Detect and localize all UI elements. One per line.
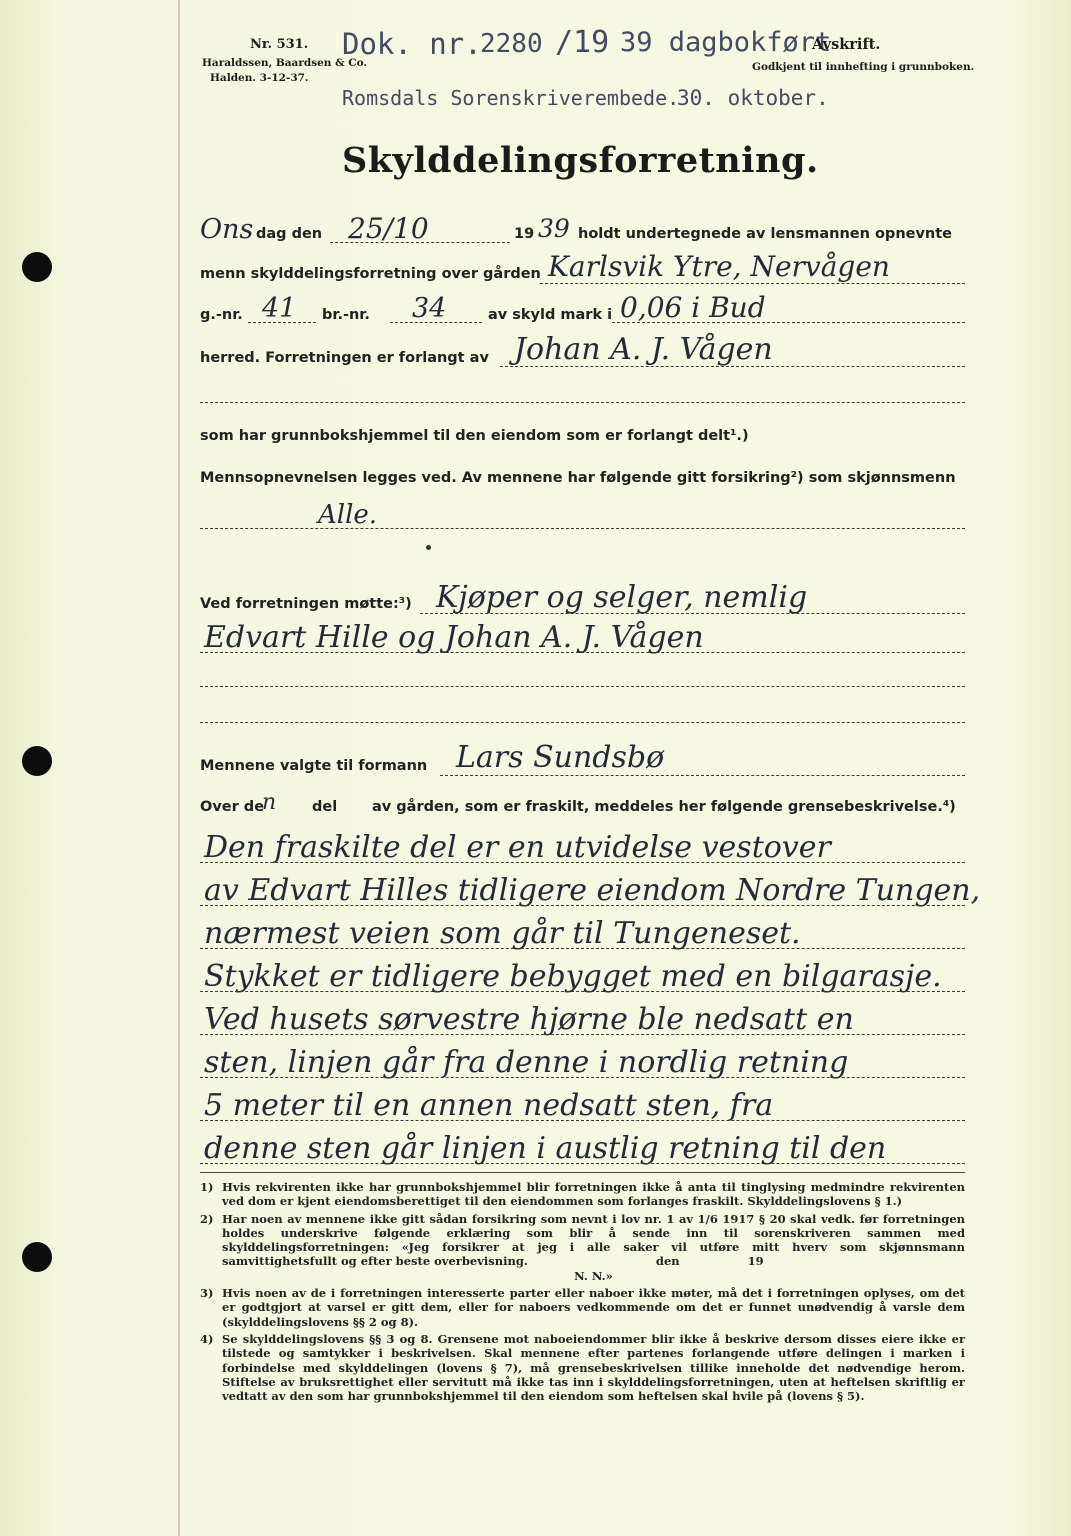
brnr-line [390, 322, 482, 323]
description-rule [200, 862, 965, 863]
skyld-line [612, 322, 965, 323]
forsikring-line [200, 528, 965, 529]
description-line: sten, linjen går fra denne i nordlig retning [204, 1045, 849, 1080]
description-rule [200, 1077, 965, 1078]
form-title: Skylddelingsforretning. [342, 140, 819, 181]
description-line: Ved husets sørvestre hjørne ble nedsatt en [204, 1002, 854, 1037]
mote-line-3 [200, 686, 965, 687]
printer-line-2: Halden. 3-12-37. [210, 72, 309, 84]
year-prefix: 19 [514, 226, 535, 242]
mote-line-2 [200, 652, 965, 653]
gnr-label: g.-nr. [200, 307, 243, 323]
description-rule [200, 991, 965, 992]
printer-line-1: Haraldssen, Baardsen & Co. [202, 57, 368, 69]
blank-line-1 [200, 402, 965, 403]
skyld-label: av skyld mark i [488, 307, 613, 323]
description-rule [200, 1163, 965, 1164]
footnote-text: Se skylddelingslovens §§ 3 og 8. Grensene mot naboeiendommer blir ikke å beskrive dersom disses eiere ikke er tilstede og samtykker i beskrivelsen. Skal mennene efter partenes forlangende utføre delingen i marken i forbindelse med skylddelingen (lovens § 7), må grensebeskrivelsen tillike inneholde det nødvendige herom. Stiftelse av bruksrettighet eller servitutt må ikke tas inn i skylddelingsforretningen, uten at heftelsen skriftlig er vedtatt av den som har grunnbokshjemmel til den eiendom som heftelsen skal hvile på (lovens § 5). [222, 1331, 965, 1404]
requester-hand: Johan A. J. Vågen [514, 332, 773, 367]
farm-line [540, 283, 965, 284]
mote-hand-1: Kjøper og selger, nemlig [436, 580, 808, 615]
description-line: Den fraskilte del er en utvidelse vestover [204, 830, 831, 865]
description-rule [200, 1034, 965, 1035]
forsikring-hand: Alle. [318, 500, 378, 530]
mennsop-text: Mennsopnevnelsen legges ved. Av mennene har følgende gitt forsikring²) som skjønnsmenn [200, 470, 956, 486]
description-rule [200, 905, 965, 906]
stamp-doc-label: Dok. nr. [342, 27, 482, 61]
approved-text: Godkjent til innhefting i grunnboken. [752, 61, 975, 73]
punch-hole-bottom [22, 1242, 52, 1272]
footnote-2-body: Har noen av mennene ikke gitt sådan forsikring som nevnt i lov nr. 1 av 1/6 1917 § 20 skal vedk. før forretningen holdes underskrive følgende erklæring som blir å sende inn til sorenskriveren sammen med skylddelingsforretningen: «Jeg forsikrer at jeg i alle saker vil utføre mitt hverv som skjønnsmann samvittighetsfullt og efter beste overbevisning. [222, 1211, 965, 1269]
description-line: denne sten går linjen i austlig retning til den [204, 1131, 887, 1166]
punch-hole-top [22, 252, 52, 282]
herred-text: herred. Forretningen er forlangt av [200, 350, 489, 366]
gnr-line [248, 322, 316, 323]
form-number: Nr. 531. [250, 37, 309, 52]
mote-line-1 [420, 613, 965, 614]
stamp-year-suffix: 39 dagbokført [620, 27, 832, 58]
formann-line [440, 775, 965, 776]
footnote-text: Hvis rekvirenten ikke har grunnbokshjemmel blir forretningen ikke å anta til tinglysing medmindre rekvirenten ved dom er kjent eiendomsberettiget til den eiendommen som forlanges fraskilt. Skylddelingslovens § 1.) [222, 1180, 965, 1209]
footnote-2-den: den [655, 1254, 680, 1269]
date-hand: 25/10 [348, 212, 429, 245]
formann-label: Mennene valgte til formann [200, 758, 428, 774]
ink-dot [426, 545, 431, 550]
farm-hand: Karlsvik Ytre, Nervågen [548, 250, 890, 283]
description-rule [200, 948, 965, 949]
brnr-hand: 34 [412, 293, 447, 324]
footnotes [200, 1180, 965, 1406]
copy-label: Avskrift. [812, 36, 881, 53]
footnote-number: 1) [200, 1180, 214, 1194]
stamp-date: 30. oktober. [677, 86, 829, 110]
footnote-number: 2) [200, 1211, 214, 1226]
year-hand: 39 [538, 214, 570, 243]
footnote-separator [200, 1172, 965, 1173]
description-line: av Edvart Hilles tidligere eiendom Nordre Tungen, [204, 873, 981, 908]
over-hand: n [262, 790, 277, 815]
grunnbok-text: som har grunnbokshjemmel til den eiendom som er forlangt delt¹.) [200, 428, 749, 444]
description-line: 5 meter til en annen nedsatt sten, fra [204, 1088, 774, 1123]
footnote-text: Hvis noen av de i forretningen interesserte parter eller naboer ikke møter, må det i forretningen oplyses, om det er godtgjort at varsel er gitt dem, eller for naboers vedkommende om det er funnet unødvendig å varsle dem (skylddelingslovens §§ 2 og 8). [222, 1286, 965, 1329]
footnote-2-signature: N. N.» [574, 1268, 613, 1283]
footnote-text [222, 1212, 965, 1283]
held-text: holdt undertegnede av lensmannen opnevnte [578, 226, 953, 242]
gnr-hand: 41 [262, 293, 297, 324]
description-line: nærmest veien som går til Tungeneset. [204, 916, 801, 951]
footnote-1 [200, 1180, 965, 1209]
menn-text: menn skylddelingsforretning over gården [200, 266, 541, 282]
footnote-number: 3) [200, 1286, 214, 1301]
dag-den-label: dag den [256, 226, 323, 242]
over-label-2: del [312, 799, 338, 815]
footnote-4 [200, 1332, 965, 1403]
over-label-1: Over de [200, 799, 265, 815]
stamp-office: Romsdals Sorenskriverembede. [342, 86, 680, 110]
stamp-doc-number: 2280 [480, 29, 543, 59]
over-label-3: av gården, som er fraskilt, meddeles her følgende grensebeskrivelse.⁴) [372, 799, 956, 815]
punch-hole-middle [22, 746, 52, 776]
stamp-slash-year: /19 [555, 25, 610, 60]
mote-line-4 [200, 722, 965, 723]
description-line: Stykket er tidligere bebygget med en bilgarasje. [204, 959, 942, 994]
footnote-2 [200, 1212, 965, 1283]
mote-hand-2: Edvart Hille og Johan A. J. Vågen [204, 620, 704, 655]
date-line [330, 242, 510, 243]
footnote-2-year: 19 [747, 1254, 764, 1269]
skyld-hand: 0,06 i Bud [620, 291, 766, 324]
requester-line [500, 366, 965, 367]
mote-label: Ved forretningen møtte:³) [200, 596, 412, 612]
footnote-number: 4) [200, 1331, 214, 1346]
footnote-3 [200, 1286, 965, 1329]
description-rule [200, 1120, 965, 1121]
formann-hand: Lars Sundsbø [456, 740, 665, 775]
brnr-label: br.-nr. [322, 307, 370, 323]
margin-line [178, 0, 180, 1536]
weekday-hand: Ons [200, 214, 254, 245]
